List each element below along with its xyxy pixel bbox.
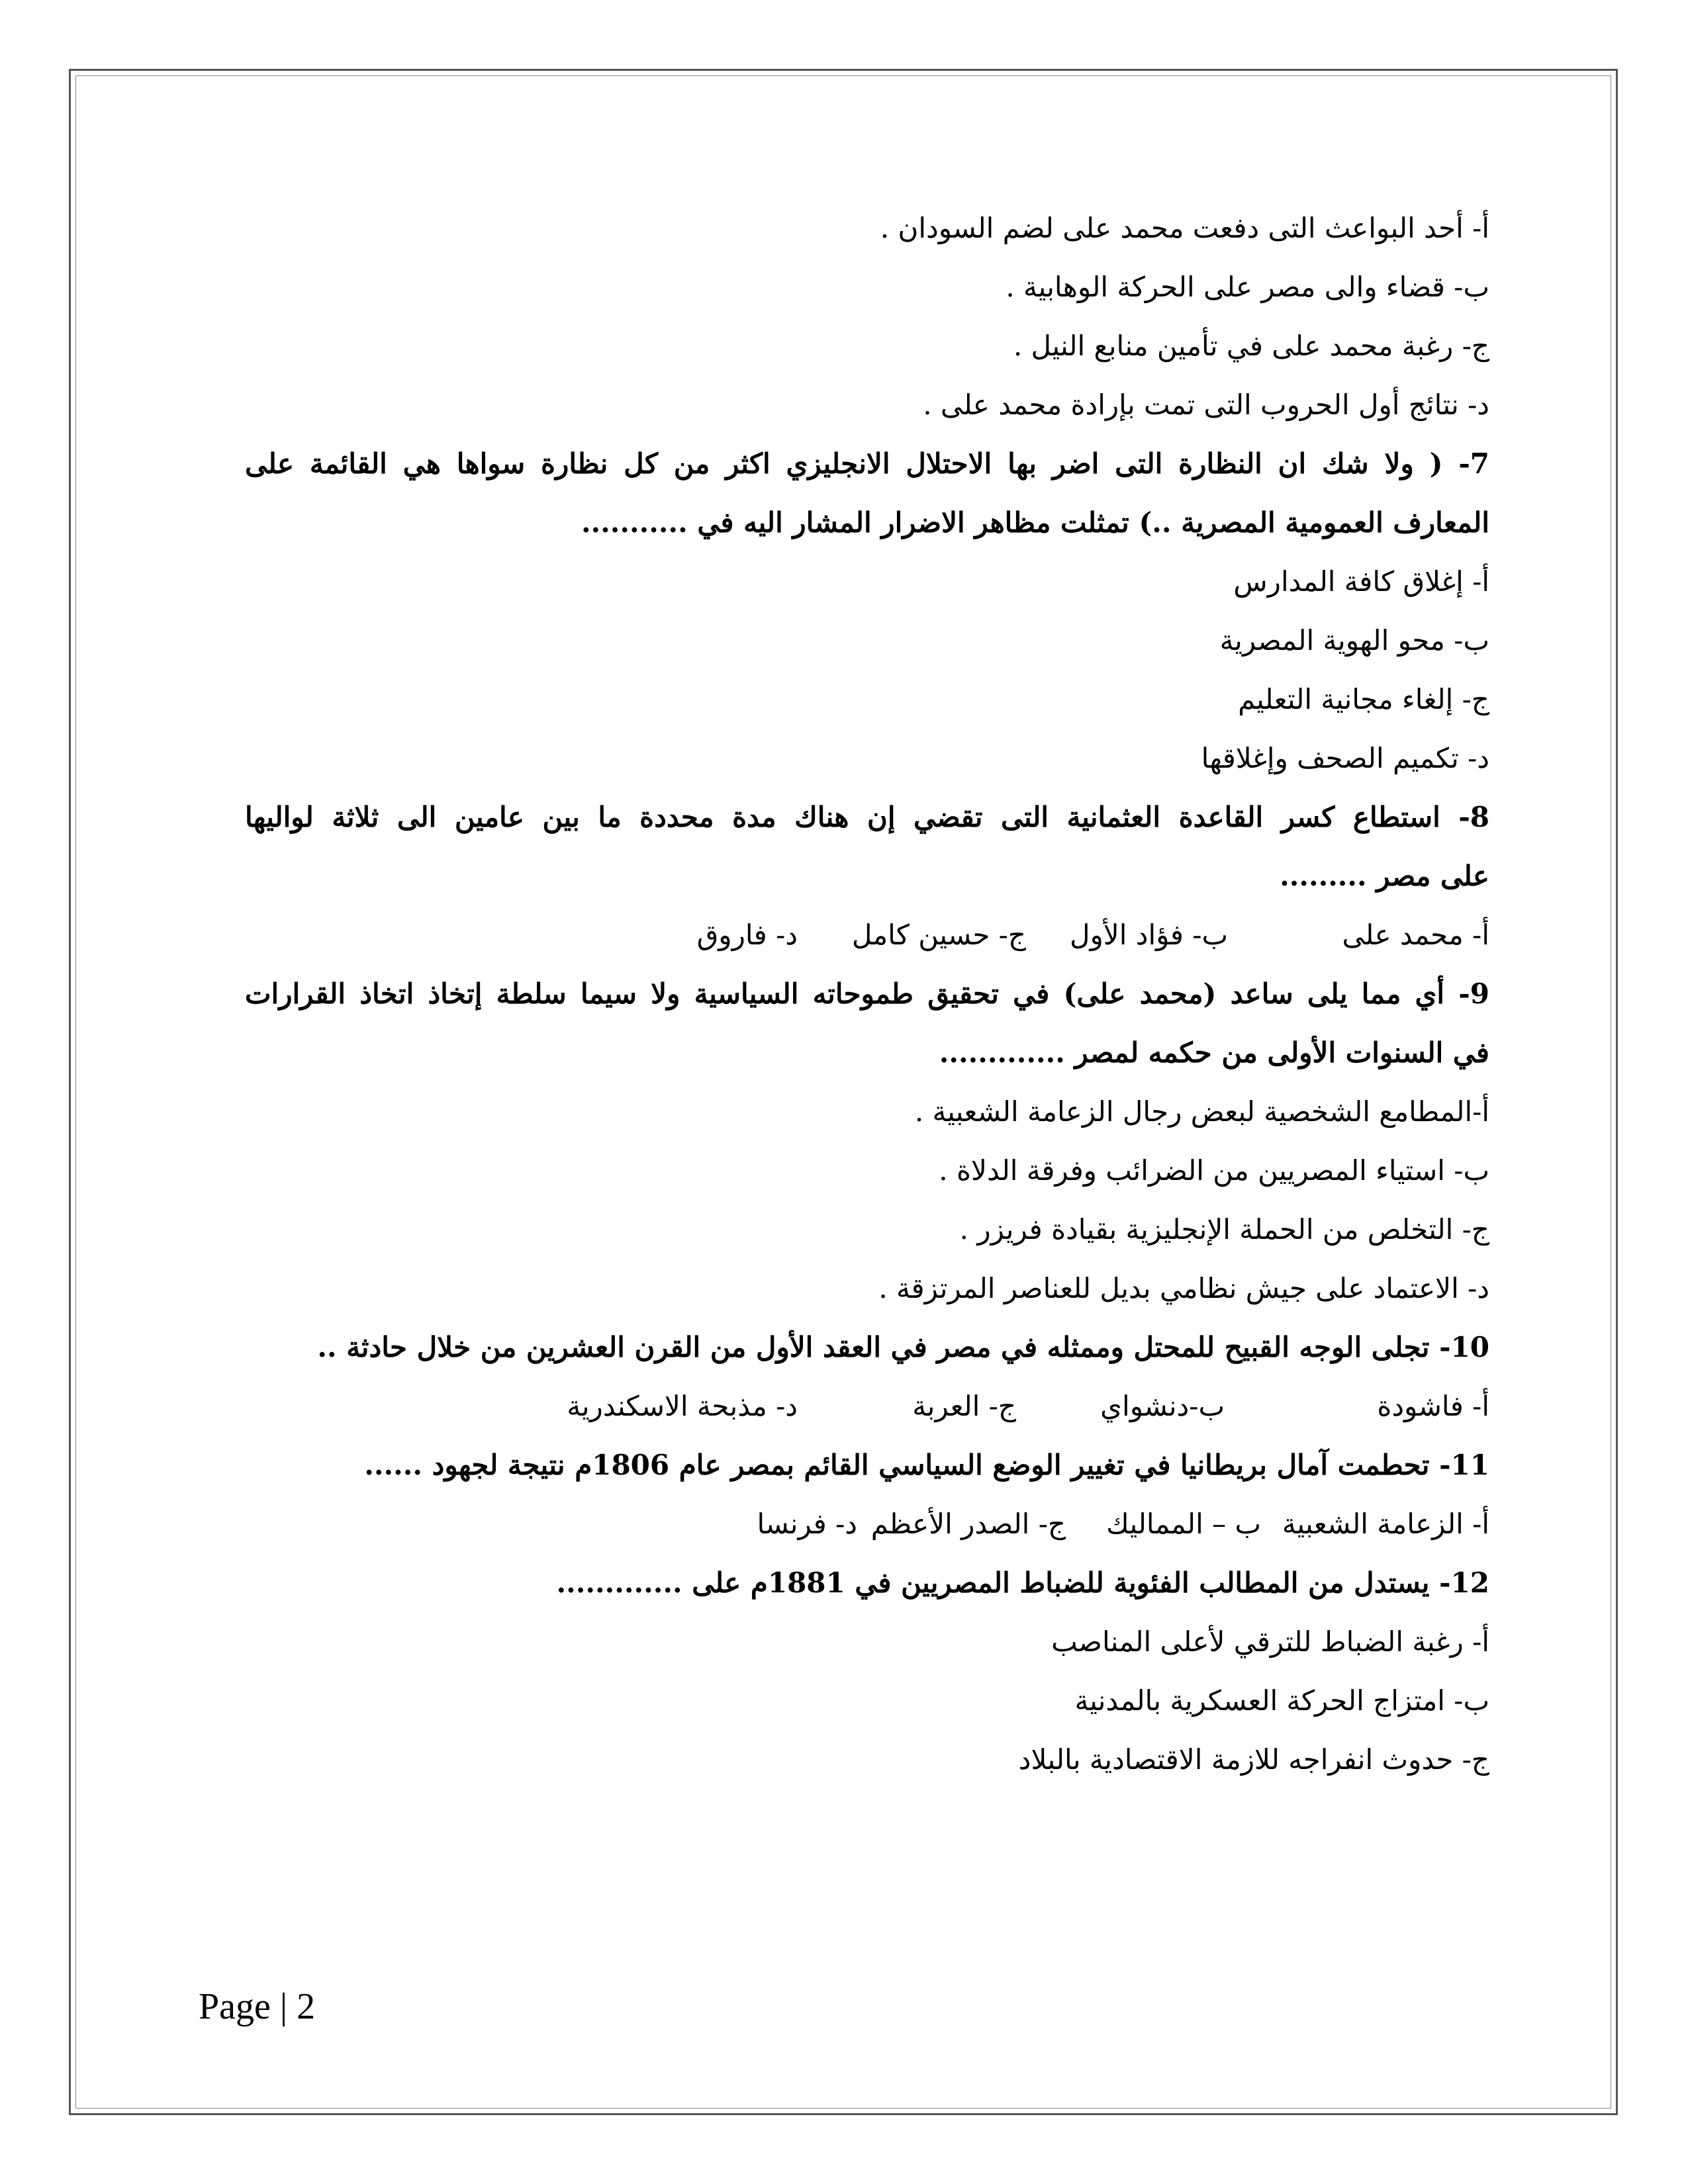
question-10-options bbox=[245, 1377, 1489, 1435]
question-9-line-1: 9- أي مما يلى ساعد (محمد على) في تحقيق طموحاته السياسية ولا سيما سلطة إتخاذ اتخاذ القرارات bbox=[245, 978, 1489, 1010]
option: د- مذبحة الاسكندرية bbox=[567, 1390, 798, 1422]
option: ب- فؤاد الأول bbox=[1070, 919, 1228, 951]
option: ب-دنشواي bbox=[1100, 1390, 1225, 1422]
option: د- فاروق bbox=[696, 919, 798, 951]
option-line: أ-المطامع الشخصية لبعض رجال الزعامة الشعبية . bbox=[914, 1095, 1489, 1128]
option-line: أ- إغلاق كافة المدارس bbox=[1233, 565, 1489, 598]
question-12: 12- يستدل من المطالب الفئوية للضباط المصريين في 1881م على ............. bbox=[556, 1567, 1489, 1599]
option-line: أ- أحد البواعث التى دفعت محمد على لضم السودان . bbox=[880, 212, 1489, 244]
option: أ- الزعامة الشعبية bbox=[1282, 1508, 1489, 1540]
option-line: ج- حدوث انفراجه للازمة الاقتصادية بالبلاد bbox=[1018, 1743, 1489, 1776]
question-7-line-2: المعارف العمومية المصرية ..) تمثلت مظاهر الاضرار المشار اليه في ........... bbox=[581, 506, 1489, 539]
option: ب – المماليك bbox=[1106, 1508, 1261, 1540]
question-8-line-2: على مصر ......... bbox=[1280, 860, 1489, 892]
page-number: Page | 2 bbox=[199, 1986, 316, 2027]
question-11-options bbox=[245, 1494, 1489, 1553]
option: ج- حسين كامل bbox=[851, 919, 1026, 951]
question-8-options bbox=[245, 905, 1489, 964]
question-7-line-1: 7- ( ولا شك ان النظارة التى اضر بها الاحتلال الانجليزي اكثر من كل نظارة سواها هي القائمة على bbox=[245, 447, 1489, 480]
option: د- فرنسا bbox=[757, 1508, 857, 1540]
question-9-line-2: في السنوات الأولى من حكمه لمصر ............. bbox=[939, 1036, 1489, 1069]
question-8-line-1: 8- استطاع كسر القاعدة العثمانية التى تقضي إن هناك مدة محددة ما بين عامين الى ثلاثة لواليها bbox=[245, 801, 1489, 833]
question-11: 11- تحطمت آمال بريطانيا في تغيير الوضع السياسي القائم بمصر عام 1806م نتيجة لجهود ...... bbox=[364, 1449, 1489, 1481]
question-10: 10- تجلى الوجه القبيح للمحتل وممثله في مصر في العقد الأول من القرن العشرين من خلال حادثة .. bbox=[317, 1331, 1489, 1363]
option-line: ب- استياء المصريين من الضرائب وفرقة الدلاة . bbox=[939, 1154, 1489, 1187]
option-line: ب- امتزاج الحركة العسكرية بالمدنية bbox=[1074, 1684, 1489, 1717]
option-line: أ- رغبة الضباط للترقي لأعلى المناصب bbox=[1051, 1625, 1489, 1658]
exam-content bbox=[245, 199, 1489, 1789]
option-line: د- تكميم الصحف وإغلاقها bbox=[1201, 742, 1489, 774]
option-line: ب- محو الهوية المصرية bbox=[1219, 624, 1489, 657]
option: أ- فاشودة bbox=[1377, 1390, 1489, 1422]
option-line: د- الاعتماد على جيش نظامي بديل للعناصر المرتزقة . bbox=[878, 1272, 1489, 1304]
option-line: ب- قضاء والى مصر على الحركة الوهابية . bbox=[1006, 271, 1489, 303]
option-line: ج- التخلص من الحملة الإنجليزية بقيادة فريزر . bbox=[959, 1213, 1489, 1246]
option: ج- الصدر الأعظم bbox=[870, 1508, 1066, 1540]
option-line: ج- إلغاء مجانية التعليم bbox=[1238, 683, 1489, 715]
option: ج- العربة bbox=[912, 1390, 1016, 1422]
option-line: ج- رغبة محمد على في تأمين منابع النيل . bbox=[1013, 330, 1489, 362]
option-line: د- نتائج أول الحروب التى تمت بإرادة محمد على . bbox=[923, 388, 1489, 421]
option: أ- محمد على bbox=[1342, 919, 1489, 951]
